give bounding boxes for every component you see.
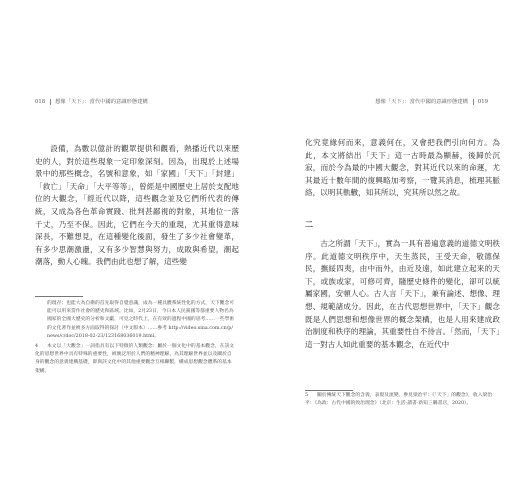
running-header (375, 97, 488, 105)
footnote-4 (35, 343, 235, 376)
page-number: 018 (35, 99, 46, 105)
section-number: 二 (305, 219, 313, 229)
book-title: 想像「天下」：當代中國的意識形態建構 (375, 99, 468, 105)
footnote-number: 5 (305, 393, 309, 398)
body-text: 設備，為數以億計的觀眾提供和觀看，熱播近代以來歷史的人，對於這些現象一定印象深刻。因為，出現於上述場景中的那些概念，名號和意象，如「家國」「天下」「封建」「救亡」「天命」「大平等等」，曾經是中國歷史上居於支配地位的大觀念，「經近代以降，這些觀念並及它們所代表的傳統，又成為各色革命實踐、批判甚鄙視的對象，其地位一落千丈，乃至不保。因此，它們在今天的重現，尤其重得意味深長，不難想見，在這種變化後面，發生了多少社會變革，有多少思潮激盪，又有多少智慧與努力，成敗與希望，潮起潮落，動人心魄。我們由此也想了解，這些變 (35, 144, 239, 267)
footnote-5 (305, 392, 495, 408)
page-number: 019 (477, 99, 488, 105)
footnote-rule (305, 390, 353, 391)
footnote-continuation: 的現存；也能大為自衛的首先取得自覺意識，成為一種具體系統性化的方式，天下觀念可能可以用來當作社會的歷史和區域。比如，2月23日，今日本人民黨國等都重要人物名為國家的全國大歷史的分析和文獻，可見之時代上，在有效的過程中國的思考……一些學術的文化著作並被多方面取得的探討（中文版本）……參考 http://video.sina.com.cn/p/news/c/doc/2018-02-23/123168036019.html。 (47, 301, 235, 339)
footnote-text: 關於傳統天下觀念的含義，表現及流變，參見梁治平：《「天下」的觀念》，收入梁治平：《為政：古代中國的致治理念》（北京：生活·讀書·新知三聯書店，2020）。 (305, 393, 493, 407)
body-paragraph (35, 143, 239, 269)
footnotes (35, 300, 235, 378)
body-paragraph (305, 137, 500, 200)
footnotes (305, 392, 495, 410)
body-text: 化究竟緣何而來，意義何在，又會把我們引向何方。為此，本文將結出「天下」這一古時最為顯赫，後歸於沉寂，而於今為最的中國大觀念，對其近代以來的命運，尤其最近十數年間的復興略加考察，一覽其消息，梳理其脈絡，以明其軌轍，知其所以，究其所以然之故。 (305, 138, 500, 198)
body-paragraph (305, 238, 500, 351)
header-divider (50, 99, 51, 105)
running-header (35, 97, 148, 105)
footnote-text: 本文以「大觀念」一詞指具有以下特徵的人類觀念：屬於一個文化中的基本觀念，在該文化的思想世界中具有特殊的重要性，被廣泛用於人們的精神理解，為其理解世界並以及關於自身的觀念的意義建構基礎，即與該文化中的其他重要觀念互相聯繫，構成思想觀念體系的基本架構。 (35, 344, 235, 374)
book-title: 想像「天下」：當代中國的意識形態建構 (55, 99, 148, 105)
header-divider (473, 99, 474, 105)
footnote-rule (35, 296, 83, 297)
body-text: 古之所謂「天下」，實為一具有普遍意義的道德文明秩序。此道德文明秩序中，天生蒸民，王受天命，敬德保民，撫綏四夷，由中而外，由近及遠，如此建立起來的天下，或族或家，可修可齊，隨歷史條件的變化，卻可以統屬家國，安頓人心。古人言「天下」，兼有論述、想像、理想、規範諸成分。因此，在古代思想世界中，「天下」觀念既是人們思想和想像世界的概念架構，也是人用來建成政治制度和秩序的理論，其重要性自不待言。「然而，「天下」這一對古人如此重要的基本觀念，在近代中 (305, 239, 500, 349)
footnote-number: 4 (35, 344, 39, 350)
right-page (260, 0, 520, 500)
